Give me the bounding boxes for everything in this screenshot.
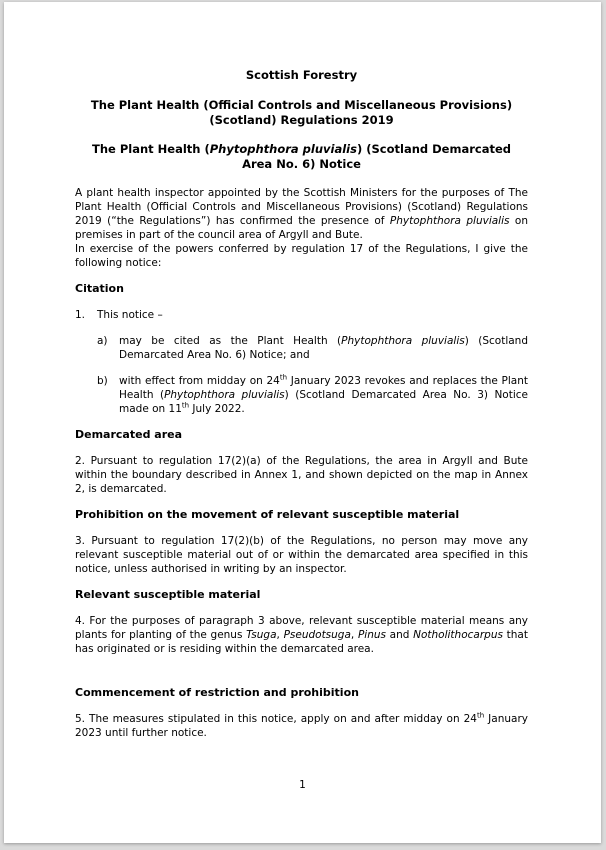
- demarcated-area-paragraph: 2. Pursuant to regulation 17(2)(a) of the Regulations, the area in Argyll and Bute within the boundary described in Annex 1, and shown depicted on the map in Annex 2, is demarcated.: [75, 455, 528, 495]
- section-heading-prohibition: Prohibition on the movement of relevant susceptible material: [75, 508, 460, 521]
- intro-paragraph-1: A plant health inspector appointed by the Scottish Ministers for the purposes of The Plant Health (Official Controls and Miscellaneous Provisions) (Scotland) Regulations 2019 (“the Regulations”) has confirmed the presence of Phytophthora pluvialis on premises in part of the council area of Argyll and Bute.: [75, 187, 528, 241]
- intro-paragraph-2: In exercise of the powers conferred by regulation 17 of the Regulations, I give the following notice:: [75, 243, 528, 269]
- notice-title: The Plant Health (Phytophthora pluvialis) (Scotland Demarcated Area No. 6) Notice: [92, 142, 511, 171]
- section-heading-demarcated-area: Demarcated area: [75, 428, 182, 441]
- citation-item-text: This notice –: [97, 309, 163, 321]
- citation-sub-item-a-marker: a): [97, 335, 108, 347]
- citation-sub-item-b-text: with effect from midday on 24th January 2023 revokes and replaces the Plant Health (Phytophthora pluvialis) (Scotland Demarcated Area No. 3) Notice made on 11th July 2022.: [119, 373, 529, 415]
- citation-sub-item-a-text: may be cited as the Plant Health (Phytophthora pluvialis) (Scotland Demarcated Area No. 6) Notice; and: [119, 335, 528, 361]
- relevant-material-paragraph: 4. For the purposes of paragraph 3 above, relevant susceptible material means any plants for planting of the genus Tsuga, Pseudotsuga, Pinus and Notholithocarpus that has originated or is residing within the demarcated area.: [75, 615, 528, 655]
- citation-sub-item-a: [97, 334, 528, 362]
- citation-list-item-1: [75, 308, 528, 322]
- prohibition-paragraph: 3. Pursuant to regulation 17(2)(b) of the Regulations, no person may move any relevant susceptible material out of or within the demarcated area specified in this notice, unless authorised in writing by an inspector.: [75, 535, 528, 575]
- citation-sub-item-b-marker: b): [97, 375, 108, 387]
- citation-item-number: 1.: [75, 309, 86, 321]
- regulation-title: The Plant Health (Official Controls and Miscellaneous Provisions) (Scotland) Regulations 2019: [90, 98, 513, 127]
- section-heading-commencement: Commencement of restriction and prohibition: [75, 686, 359, 699]
- page-content: [75, 2, 528, 752]
- org-title: Scottish Forestry: [245, 68, 358, 82]
- section-heading-relevant-material: Relevant susceptible material: [75, 588, 261, 601]
- citation-sub-item-b: [97, 374, 528, 416]
- document-page: [4, 2, 601, 843]
- commencement-paragraph: 5. The measures stipulated in this notice, apply on and after midday on 24th January 2023 until further notice.: [75, 711, 528, 739]
- section-heading-citation: Citation: [75, 282, 124, 295]
- page-number: 1: [299, 779, 306, 791]
